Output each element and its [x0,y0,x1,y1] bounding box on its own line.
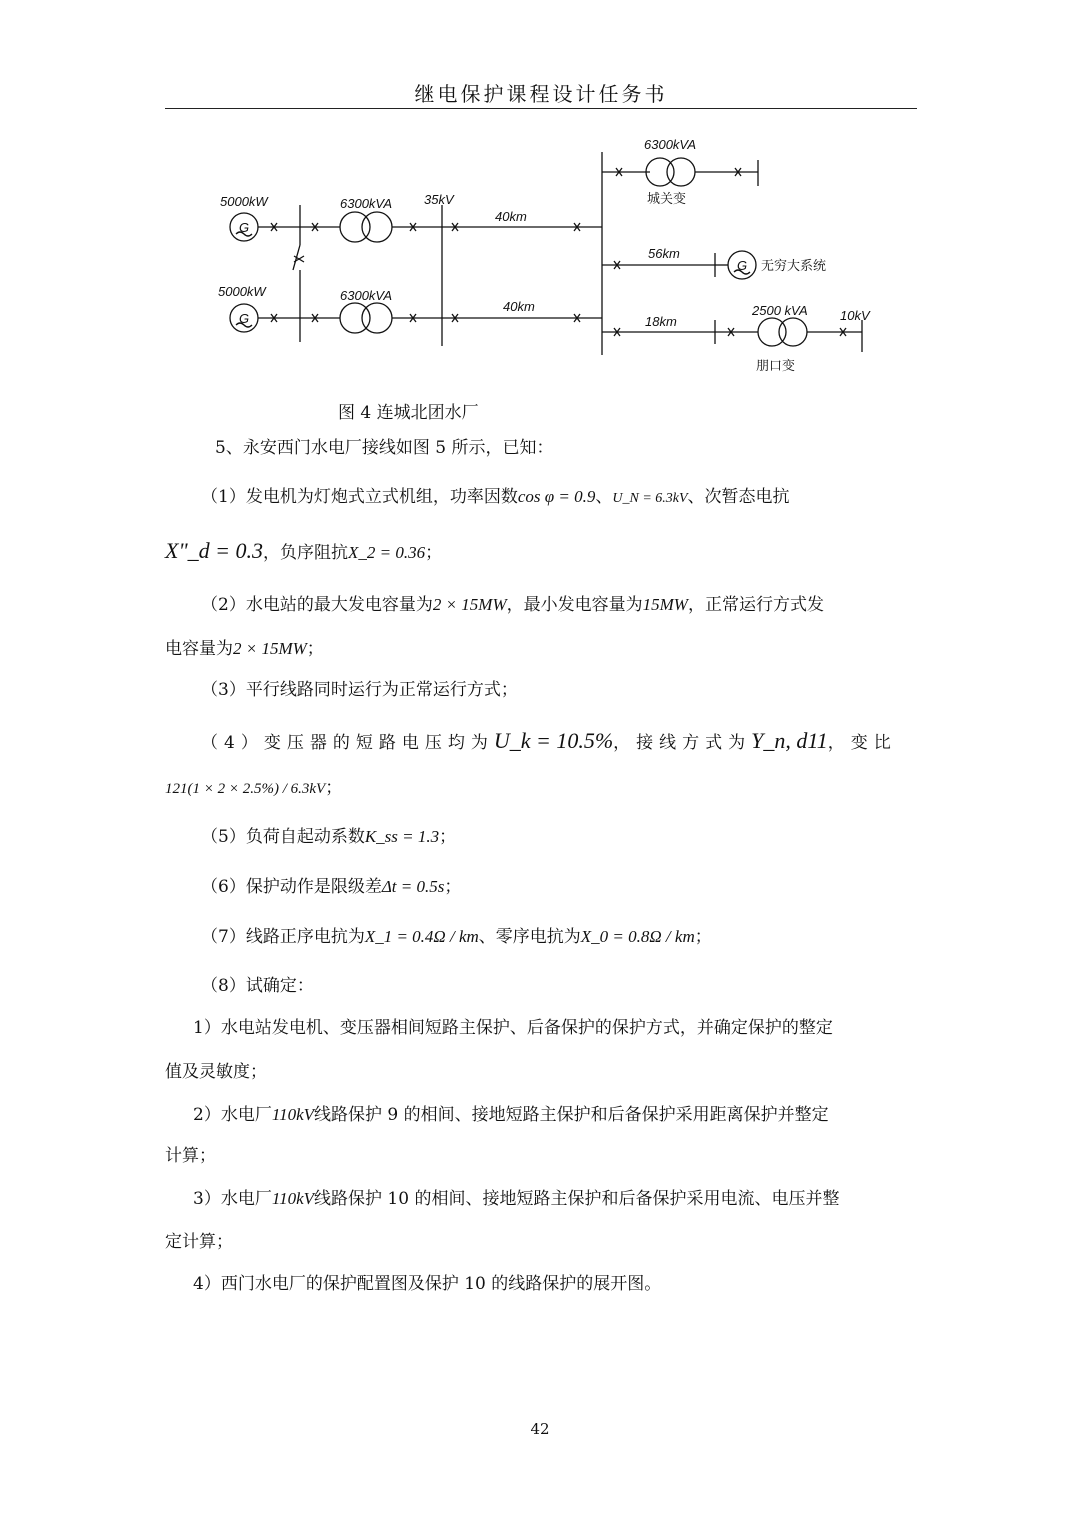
condition-4: （4）变压器的短路电压均为U_k = 10.5%，接线方式为Y_n, d11，变比 [201,728,897,753]
tr-top-name: 城关变 [647,191,687,206]
bottom-voltage: 10kV [840,308,870,323]
gen1-power: 5000kW [220,194,268,209]
tr-bottom-name: 朋口变 [756,358,796,373]
item-5-intro: 5、永安西门水电厂接线如图 5 所示，已知： [215,438,554,458]
question-2: 2）水电厂110kV线路保护 9 的相间、接地短路主保护和后备保护采用距离保护并整定 [193,1105,829,1125]
transformer-bottom-symbol [758,318,786,346]
condition-1: （1）发电机为灯炮式立式机组，功率因数cos φ = 0.9、U_N = 6.3kV、次暂态电抗 [201,487,790,507]
line2-length: 40km [503,299,535,314]
condition-4-cont: 121(1 × 2 × 2.5%) / 6.3kV； [165,778,343,798]
tr-top-capacity: 6300kVA [644,137,697,152]
condition-6: （6）保护动作是限级差Δt = 0.5s； [201,877,462,897]
condition-5: （5）负荷自起动系数K_ss = 1.3； [201,827,457,847]
question-2-cont: 计算； [165,1146,216,1166]
question-1-cont: 值及灵敏度； [165,1062,267,1082]
question-1: 1）水电站发电机、变压器相间短路主保护、后备保护的保护方式，并确定保护的整定 [193,1018,833,1038]
tr1-capacity: 6300kVA [340,196,393,211]
question-3-cont: 定计算； [165,1232,233,1252]
figure-caption: 图 4 连城北团水厂 [338,403,479,423]
bus-voltage: 35kV [424,192,454,207]
line1-length: 40km [495,209,527,224]
line-bottom-length: 18km [645,314,677,329]
system-generator-label: G [736,258,748,273]
condition-8: （8）试确定： [201,976,314,996]
page-header: 继电保护课程设计任务书 [414,82,668,106]
generator-2-label: G [238,311,250,326]
line-system-length: 56km [648,246,680,261]
generator-1-label: G [238,220,250,235]
question-4: 4）西门水电厂的保护配置图及保护 10 的线路保护的展开图。 [193,1274,662,1294]
condition-2: （2）水电站的最大发电容量为2 × 15MW，最小发电容量为15MW，正常运行方式发 [201,595,824,615]
page-number: 42 [530,1420,550,1438]
condition-1-cont: X"_d = 0.3，负序阻抗X_2 = 0.36； [165,538,443,563]
condition-3: （3）平行线路同时运行为正常运行方式； [201,680,518,700]
one-line-diagram [0,120,1080,390]
tr2-capacity: 6300kVA [340,288,393,303]
header-rule [165,108,917,109]
question-3: 3）水电厂110kV线路保护 10 的相间、接地短路主保护和后备保护采用电流、电压并整 [193,1189,840,1209]
condition-2-cont: 电容量为2 × 15MW； [165,639,324,659]
transformer-top-symbol [646,158,674,186]
condition-7: （7）线路正序电抗为X_1 = 0.4Ω / km、零序电抗为X_0 = 0.8Ω / km； [201,927,712,947]
system-name: 无穷大系统 [761,258,827,273]
tr-bottom-capacity: 2500 kVA [752,303,808,318]
gen2-power: 5000kW [218,284,266,299]
